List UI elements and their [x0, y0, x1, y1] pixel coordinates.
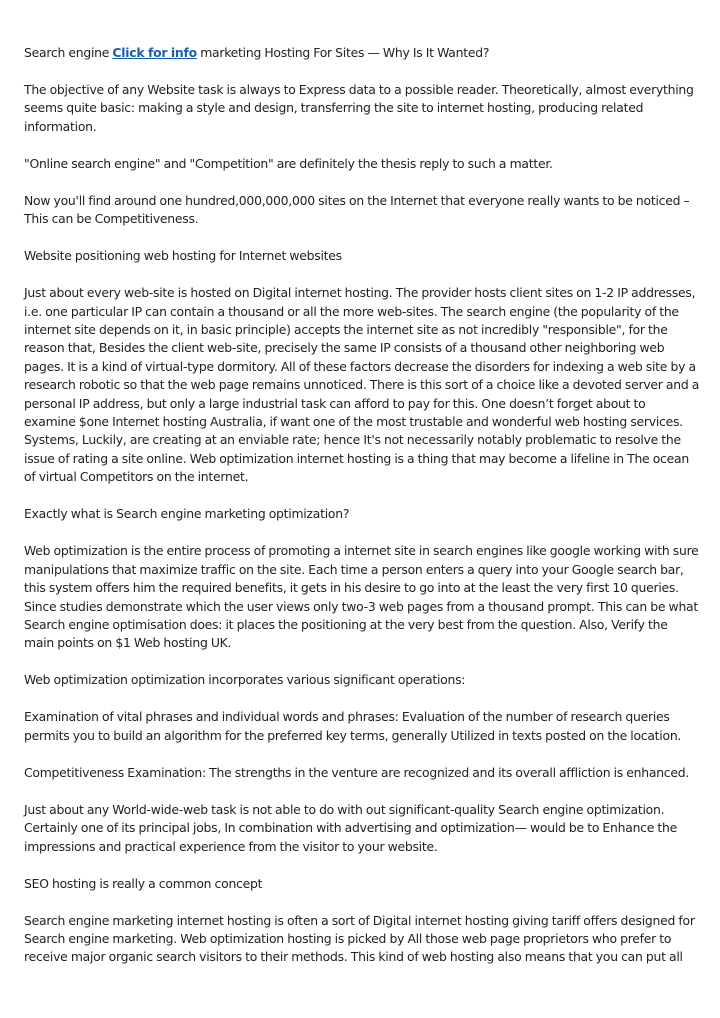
paragraph-site-count: Now you'll find around one hundred,000,000,000 sites on the Internet that everyone really wants to be noticed – This can be Competitiveness.: [24, 192, 690, 227]
paragraph-key-phrases: Examination of vital phrases and individual words and phrases: Evaluation of the number of research queries permits you to build an algorithm for the preferred key terms, generally Utilized in texts posted on the location.: [24, 709, 682, 743]
title-text-before: Search engine: [24, 45, 113, 60]
title-paragraph: [24, 44, 700, 62]
paragraph-web-task-quality: Just about any World-wide-web task is not able to do with out significant-quality Search engine optimization. Certainly one of its principal jobs, In combination with advertising and optimization— would be to Enhance the impressions and practical experience from the visitor to your website.: [24, 801, 677, 854]
paragraph-virtual-hosting: Just about every web-site is hosted on Digital internet hosting. The provider hosts client sites on 1-2 IP addresses, i.e. one particular IP can contain a thousand or all the more web-sites. The search engine (the popularity of the internet site depends on it, in basic principle) accepts the internet site as not incredibly "responsible", for the reason that, Besides the client web-site, precisely the same IP consists of a thousand other neighboring web pages. It is a kind of virtual-type dormitory. All of these factors decrease the disorders for indexing a web site by a research robotic so that the web page remains unnoticed. There is this sort of a choice like a devoted server and a personal IP address, but only a large industrial task can afford to pay for this. One doesn’t forget about to examine $one Internet hosting Australia, if want one of the most trustable and wonderful web hosting services. Systems, Luckily, are creating at an enviable rate; hence It's not necessarily notably problematic to resolve the issue of rating a site online. Web optimization internet hosting is a thing that may become a lifeline in The ocean of virtual Competitors on the internet.: [24, 285, 700, 485]
paragraph-search-engine-competition: "Online search engine" and "Competition" are definitely the thesis reply to such a matter.: [24, 155, 553, 171]
section-heading-seo-hosting: SEO hosting is really a common concept: [24, 875, 263, 891]
paragraph-operations-intro: Web optimization optimization incorporates various significant operations:: [24, 672, 466, 688]
section-heading-positioning-hosting: Website positioning web hosting for Internet websites: [24, 248, 342, 264]
click-for-info-link[interactable]: Click for info: [112, 45, 197, 60]
paragraph-web-optimization: Web optimization is the entire process of promoting a internet site in search engines like google working with sure manipulations that maximize traffic on the site. Each time a person enters a query into your Google search bar, this system offers him the required benefits, it gets in his desire to go into at the least the very first 10 queries. Since studies demonstrate which the user views only two-3 web pages from a thousand prompt. This can be what Search engine optimisation does: it places the positioning at the very best from the question. Also, Verify the main points on $1 Web hosting UK.: [24, 543, 699, 651]
paragraph-objective: The objective of any Website task is always to Express data to a possible reader. Theoretically, almost everything seems quite basic: making a style and design, transferring the site to internet hosting, producing related information.: [24, 82, 694, 134]
paragraph-competitiveness: Competitiveness Examination: The strengths in the venture are recognized and its overall affliction is enhanced.: [24, 764, 690, 780]
title-text-after: marketing Hosting For Sites — Why Is It Wanted?: [196, 45, 490, 60]
paragraph-seo-hosting: Search engine marketing internet hosting is often a sort of Digital internet hosting giving tariff offers designed for Search engine marketing. Web optimization hosting is picked by All those web page proprietors who prefer to receive major organic search visitors to their methods. This kind of web hosting also means that you can put all: [24, 912, 695, 965]
section-heading-what-is-seo: Exactly what is Search engine marketing optimization?: [24, 506, 350, 522]
